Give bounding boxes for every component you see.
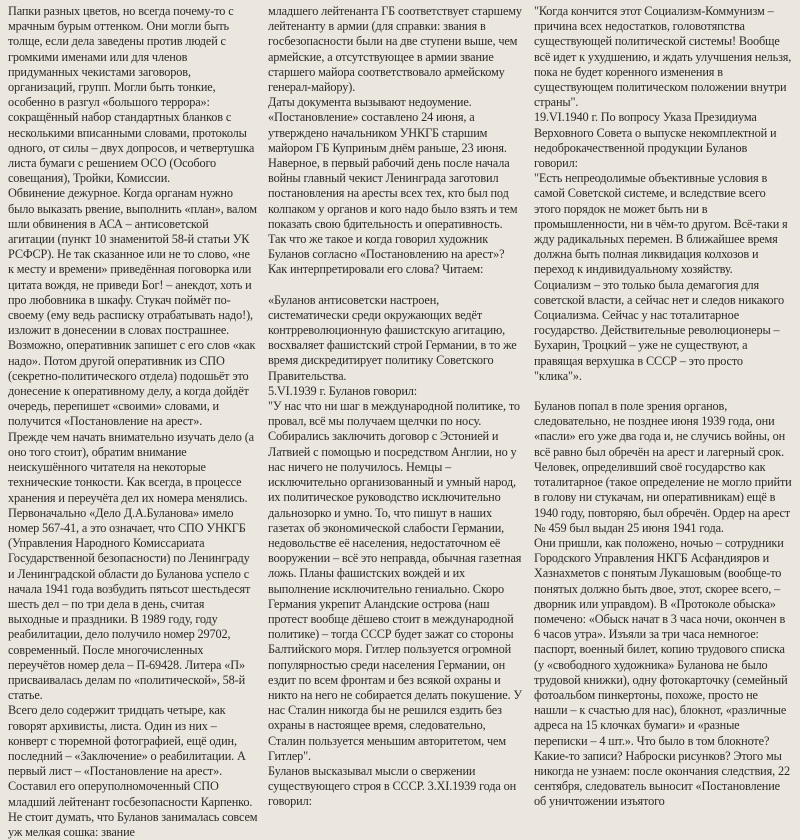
text-column-1 [8, 4, 258, 839]
paragraph: Папки разных цветов, но всегда почему-то с мрачным бурым оттенком. Они могли быть толще, если дела заведены против людей с громкими именами или для членов придуманных чекистами заговоров, организаций, групп. Могли быть тонкие, особенно в разгул «большого террора»: сокращённый набор стандартных бланков с несколькими вписанными словами, протоколы одного, от силы – двух допросов, и четвертушка листа бумаги с решением ОСО (Особого совещания), Тройки, Комиссии. [8, 4, 255, 186]
paragraph: "У нас что ни шаг в международной политике, то провал, всё мы получаем щелчки по носу. Собирались заключить договор с Эстонией и Латвией с помощью и посредством Англии, но у нас ничего не получилось. Немцы – исключительно организованный и умный народ, их политическое руководство исключительно дальнозорко и умно. То, что пишут в наших газетах об экономической слабости Германии, недовольстве её населения, недостаточном её вооружении – всё это неправда, обычная газетная ложь. Планы фашистских вождей и их выполнение исключительно гениально. Скоро Германия укрепит Аландские острова (наш протест вообще дёшево стоит в международной политике) – тогда СССР будет зажат со стороны Балтийского моря. Гитлер пользуется огромной популярностью среди населения Германии, он ездит по всем фронтам и без всякой охраны и никто на него не собирается делать покушение. У нас Сталин никогда бы не решился ездить без охраны в настоящее время, следовательно, Сталин пользуется меньшим авторитетом, чем Гитлер". [268, 399, 522, 763]
paragraph: 5.VI.1939 г. Буланов говорил: [268, 383, 418, 398]
paragraph: Так что же такое и когда говорил художник Буланов согласно «Постановлению на арест»? Как интерпретировали его слова? Читаем: [268, 232, 505, 277]
paragraph: Буланов попал в поле зрения органов, следовательно, не позднее июня 1939 года, они «пасли» его уже два года и, не случись войны, он всё равно был обречён на арест и лагерный срок. Человек, определивший своё государство как тоталитарное (такое определение не могло прийти в голову ни стукачам, ни оперативникам) ещё в 1940 году, повторяю, был обречён. Ордер на арест № 459 был выдан 25 июня 1941 года. [534, 399, 792, 535]
paragraph: «Буланов антисоветски настроен, систематически среди окружающих ведёт контрреволюционную фашистскую агитацию, восхваляет фашистский строй Германии, в то же время дискредитирует политику Советского Правительства. [268, 292, 517, 383]
paragraph: Они пришли, как положено, ночью – сотрудники Городского Управления НКГБ Асфандияров и Хазнахметов с понятым Лукашовым (вообще-то понятых должно быть двое, этот, скорее всего, – дворник или управдом). В «Протоколе обыска» помечено: «Обыск начат в 3 часа ночи, окончен в 6 часов утра». Изъяли за три часа немногое: паспорт, военный билет, копию трудового списка (у «свободного художника» Буланова не было трудовой книжки), одну фотокарточку (семейный фотоальбом пинкертоны, похоже, просто не нашли – к счастью для нас), блокнот, «различные адреса на 15 клочках бумаги» и «разные переписки – 4 шт.». Что было в том блокноте? Какие-то записи? Наброски рисунков? Этого мы никогда не узнаем: после окончания следствия, 22 сентября, следователь выносит «Постановление об уничтожении изъятого [534, 535, 790, 809]
paragraph: Всего дело содержит тридцать четыре, как говорят архивисты, листа. Один из них – конверт с тюремной фотографией, ещё один, последний – «Заключение» о реабилитации. А первый лист – «Постановление на арест». Составил его оперуполномоченный СПО младший лейтенант госбезопасности Карпенко. Не стоит думать, что Буланов занималась совсем уж мелкая сошка: звание [8, 703, 258, 839]
paragraph: "Есть непреодолимые объективные условия в самой Советской системе, и вследствие всего этого порядок не может быть ни в промышленности, ни в чём-то другом. Всё-таки я жду радикальных перемен. В ближайшее время должна быть полная ликвидация колхозов и переход к индивидуальному хозяйству. Социализм – это только была демагогия для советской власти, а сейчас нет и следов никакого Социализма. Сейчас у нас тоталитарное государство. Действительные революционеры – Бухарин, Троцкий – уже не существуют, а правящая верхушка в СССР – это просто "клика"». [534, 171, 788, 383]
paragraph: 19.VI.1940 г. По вопросу Указа Президиума Верховного Совета о выпуске некомплектной и недоброкачественной продукции Буланов говорил: [534, 110, 777, 171]
paragraph: Обвинение дежурное. Когда органам нужно было выказать рвение, выполнить «план», валом шли обвинения в АСА – антисоветской агитации (пункт 10 знаменитой 58-й статьи УК РСФСР). Не так сказанное или не то слово, «не к месту и времени» приведённая поговорка или цитата вождя, не приведи Бог! – анекдот, хоть и про любовника в шкафу. Стукач поймёт по-своему (ему ведь расписку отрабатывать надо!), изложит в донесении в словах пострашнее. Возможно, оперативник запишет с его слов «как надо». Потом другой оперативник из СПО (секретно-политического отдела) подошьёт это донесение к оперативному делу, а когда дойдёт очередь, перепишет «своими» словами, и получится «Постановление на арест». [8, 186, 257, 429]
paragraph: Буланов высказывал мысли о свержении существующего строя в СССР. 3.XI.1939 года он говорил: [268, 763, 517, 809]
text-column-2 [268, 4, 522, 809]
paragraph: младшего лейтенанта ГБ соответствует старшему лейтенанту в армии (для справки: звания в госбезопасности были на две ступени выше, чем армейские, а отсутствующее в армии звание старшего майора соответствовало армейскому генерал-майору). [268, 4, 522, 95]
paragraph: Прежде чем начать внимательно изучать дело (а оно того стоит), обратим внимание неискушённого читателя на некоторые технические тонкости. Как всегда, в процессе хранения и переучёта дел их номера менялись. Первоначально «Дело Д.А.Буланова» имело номер 567-41, а это означает, что СПО УНКГБ (Управления Народного Комиссариата Государственной безопасности) по Ленинграду и Ленинградской области до Буланова успело с начала 1941 года возбудить пятьсот шестьдесят шесть дел – по три дела в день, считая выходные и праздники. В 1989 году, году реабилитации, дело получило номер 29702, современный. После многочисленных переучётов номер дела – П-69428. Литера «П» присваивалась делам по «политической», 58-й статье. [8, 429, 254, 703]
paragraph: Даты документа вызывают недоумение. «Постановление» составлено 24 июня, а утверждено начальником УНКГБ старшим майором ГБ Куприным днём раньше, 23 июня. Наверное, в первый рабочий день после начала войны главный чекист Ленинграда заготовил постановления на аресты всех тех, кто был под колпаком у органов и кого надо было взять и тем показать свою бдительность и оперативность. [268, 95, 518, 231]
text-column-3 [534, 4, 792, 809]
paragraph: "Когда кончится этот Социализм-Коммунизм – причина всех недостатков, головотяпства существующей политической системы! Вообще всё идет к ухудшению, и ждать улучшения нельзя, пока не будет коренного изменения в существующем политическом положении внутри страны". [534, 4, 792, 110]
